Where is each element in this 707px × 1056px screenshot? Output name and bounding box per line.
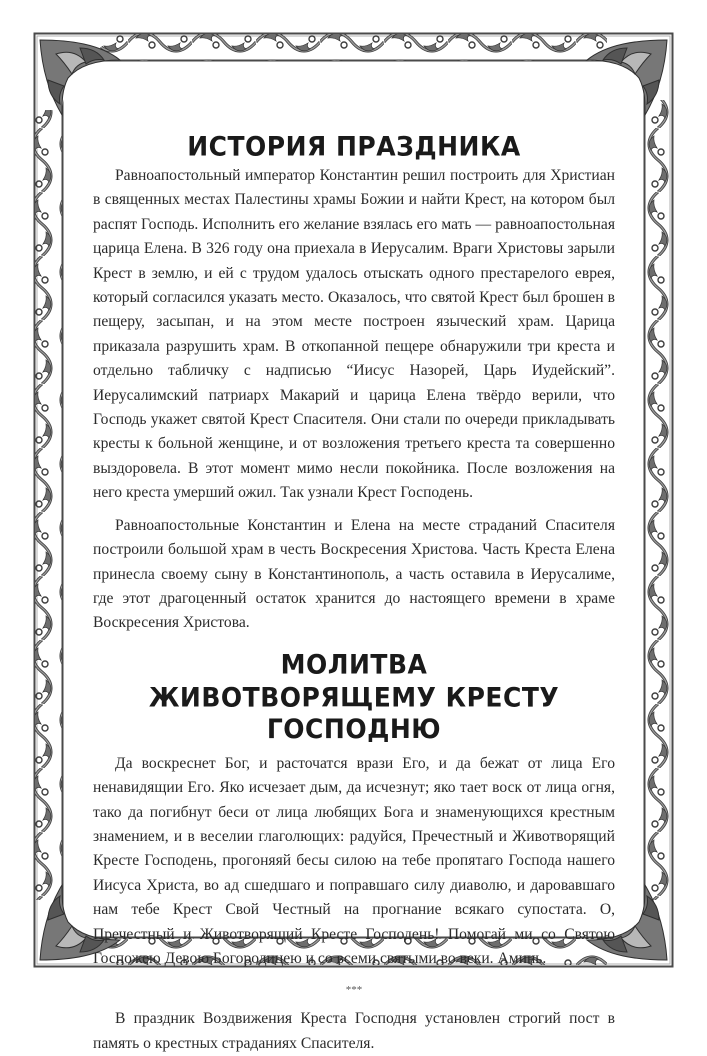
frame-right-band [645, 100, 672, 900]
prayer-title: МОЛИТВА [280, 648, 428, 680]
section-separator: *** [345, 984, 363, 997]
prayer-text: Да воскреснет Бог, и расточатся врази Его, и да бежат от лица Его ненавидящии Его. Яко исчезает дым, да исчезнут; яко тает воск от лица огня, тако да погибнут беси от лица любящих Бога и знаменующихся крестным знамением, и в веселии глаголющих: радуйся, Пречестный и Животворящий Кресте Господень, прогоняяй бесы силою на тебе пропятаго Господа нашего Иисуса Христа, во ад сшедшаго и поправшаго силу диаволю, и даровавшаго нам тебе Крест Свой Честный на прогнание всякаго супостата. О, Пречестный и Животворящий Кресте Господень! Помогай ми со Святою Госпожею Девою Богородицею и со всеми святыми во веки. Аминь. [93, 754, 615, 967]
closing-paragraph: В праздник Воздвижения Креста Господня установлен строгий пост в память о крестных страданиях Спасителя. [93, 1010, 615, 1052]
prayer-subtitle: ЖИВОТВОРЯЩЕМУ КРЕСТУ ГОСПОДНЮ [148, 682, 560, 745]
frame-left-band [35, 100, 62, 900]
history-paragraph: Равноапостольные Константин и Елена на месте страданий Спасителя построили большой храм в честь Воскресения Христова. Часть Креста Елена принесла своему сыну в Константинополь, а часть оставила в Иерусалиме, где этот драгоценный остаток хранится до настоящего времени в храме Воскресения Христова. [93, 516, 615, 632]
history-paragraph: Равноапостольный император Константин решил построить для Христиан в священных местах Палестины храмы Божии и найти Крест, на котором был распят Господь. Исполнить его желание взялась его мать — равноапостольная царица Елена. В 326 году она приехала в Иерусалим. Враги Христовы зарыли Крест в землю, и ей с трудом удалось отыскать одного престарелого еврея, который согласился указать место. Оказалось, что святой Крест был брошен в пещеру, засыпан, и на этом месте построен языческий храм. Царица приказала разрушить храм. В откопанной пещере обнаружили три креста и отдельно табличку с надписью “Иисус Назорей, Царь Иудейский”. Иерусалимский патриарх Макарий и царица Елена твёрдо верили, что Господь укажет святой Крест Спасителя. Они стали по очереди прикладывать кресты к больной женщине, и от возложения третьего креста та совершенно выздоровела. В этот момент мимо несли покойника. После возложения на него креста умерший ожил. Так узнали Крест Господень. [93, 167, 615, 502]
page-content [93, 132, 615, 1056]
history-title: ИСТОРИЯ ПРАЗДНИКА [187, 131, 521, 162]
frame-top-band [100, 34, 607, 61]
